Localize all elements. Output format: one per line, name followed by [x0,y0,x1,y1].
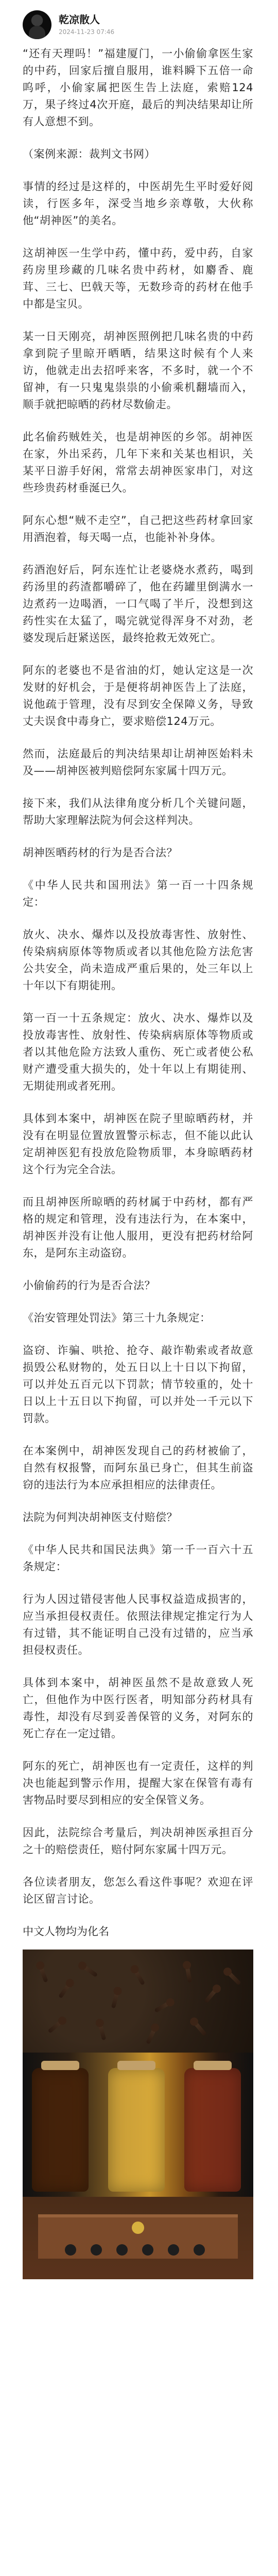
clove-icon [193,2020,207,2036]
article-paragraph: 某一日天刚亮，胡神医照例把几味名贵的中药拿到院子里晾开晒晒，结果这时候有个人来访，他就走出去招呼来客，不多时，就一个不留神，有一只鬼鬼祟祟的小偷乘机翻墙而入，顺手就把晾晒的药材尽数偷走。 [23,330,253,411]
clove-icon [81,1964,98,1977]
article-paragraph: 具体到本案中，胡神医虽然不是故意致人死亡，但他作为中医行医者，明知部分药材具有毒性，却没有尽到妥善保管的义务，对阿东的死亡存在一定过错。 [23,1676,253,1740]
post-timestamp: 2024-11-23 07:46 [59,28,115,36]
clove-icon [146,2027,157,2044]
article-paragraph: 这胡神医一生学中药，懂中药，爱中药，自家药房里珍藏的几味名贵中药材，如麝香、鹿茸、三七、巴戟天等，无数珍奇的药材在他手中都是宝贝。 [23,247,253,310]
article-body [23,44,253,2336]
clove-photo [23,1950,253,2053]
article-paragraph: 而且胡神医所晾晒的药材属于中药材，都有严格的规定和管理，没有违法行为，在本案中，胡神医并没有让他人服用，更没有把药材给阿东，是阿东主动盗窃。 [23,1196,253,1259]
section-heading: 法院为何判决胡神医支付赔偿？ [23,1511,178,1523]
clove-icon [58,1982,72,1998]
court-emblem-icon [132,2222,144,2234]
article-paragraph: 此名偷药贼姓关，也是胡神医的乡邻。胡神医在家，外出采药，几年下来和关某也相识，关某平日游手好闲，常常去胡神医家串门，对这些珍贵药材垂涎已久。 [23,431,253,494]
section-heading: 胡神医晒药材的行为是否合法？ [23,846,178,859]
article-paragraph: 盗窃、诈骗、哄抢、抢夺、敲诈勒索或者故意损毁公私财物的，处五日以上十日以下拘留，可以并处五百元以下罚款；情节较重的，处十日以上十五日以下拘留，可以并处一千元以下罚款。 [23,1344,253,1425]
medicine-jar-icon [108,2068,165,2192]
author-block [59,14,114,36]
article-paragraph: 行为人因过错侵害他人民事权益造成损害的，应当承担侵权责任。依照法律规定推定行为人有过错，其不能证明自己没有过错的，应当承担侵权责任。 [23,1593,253,1656]
medicine-jars-photo [23,2053,253,2197]
article-paragraph: （案例来源：裁判文书网） [23,148,155,160]
clove-icon [38,1965,48,1983]
clove-icon [154,2001,171,2013]
clove-icon [98,2023,107,2041]
article-paragraph: 阿东心想“贼不走空”，自己把这些药材拿回家用酒泡着，每天喝一点，也能补补身体。 [23,514,253,544]
clove-icon [133,1968,145,1985]
clove-icon [47,2019,63,2033]
article-paragraph: 放火、决水、爆炸以及投放毒害性、放射性、传染病病原体等物质或者以其他危险方法危害公共安全，尚未造成严重后果的，处三年以上十年以下有期徒刑。 [23,928,253,992]
person-icon [65,2244,76,2256]
courtroom-photo [23,2197,253,2279]
author-avatar[interactable] [23,10,51,39]
article-paragraph: 事情的经过是这样的，中医胡先生平时爱好阅读，行医多年，深受当地乡亲尊敬，大伙称他“胡神医”的美名。 [23,180,253,227]
article-paragraph: 因此，法院综合考量后，判决胡神医承担百分之十的赔偿责任，赔付阿东家属十四万元。 [23,1826,253,1856]
article-photo[interactable] [23,1950,253,2279]
person-icon [91,2244,102,2256]
article-paragraph: “还有天理吗！”福建厦门，一小偷偷拿医生家的中药，回家后擅自服用，谁料瞬下五倍一命呜呼，小偷家属把医生告上法庭，索赔124万，果子终过4次开庭，最后的判决结果却让所有人意想不到。 [23,47,253,128]
article-paragraph: 《治安管理处罚法》第三十九条规定： [23,1312,211,1324]
article-paragraph: 阿东的老婆也不是省油的灯，她认定这是一次发财的好机会，于是便将胡神医告上了法庭，说他疏于管理，没有尽到安全保障义务，导致丈夫误食中毒身亡，要求赔偿124万元。 [23,664,253,727]
article-paragraph: 《中华人民共和国民法典》第一千一百六十五条规定： [23,1544,253,1573]
article-paragraph: 接下来，我们从法律角度分析几个关键问题，帮助大家理解法院为何会这样判决。 [23,797,253,826]
person-icon [116,2244,128,2256]
post-header [23,0,253,44]
section-heading: 小偷偷药的行为是否合法？ [23,1279,155,1292]
person-icon [194,2244,205,2256]
medicine-jar-icon [184,2068,241,2192]
person-icon [168,2244,179,2256]
article-paragraph: 然而，法庭最后的判决结果却让胡神医始料未及——胡神医被判赔偿阿东家属十四万元。 [23,748,253,777]
article-paragraph: 阿东的死亡，胡神医也有一定责任，这样的判决也能起到警示作用，提醒大家在保管有毒有害物品时要尽到相应的安全保管义务。 [23,1760,253,1806]
author-name[interactable]: 乾凉散人 [59,13,100,26]
clove-icon [185,1965,192,1983]
footer-space [23,2279,253,2336]
article-paragraph: 各位读者朋友，您怎么看这件事呢？欢迎在评论区留言讨论。 [23,1876,253,1905]
clove-icon [226,1970,241,1986]
image-caption: 中文人物均为化名 [23,1925,109,1938]
article-paragraph: 药酒泡好后，阿东连忙让老婆烧水煮药，喝到药汤里的药渣都嚼碎了，他在药罐里倒满水一边煮药一边喝酒，一口气喝了半斤，没想到这药性实在太猛了，喝完就觉得浑身不对劲，老婆发现后赶紧送医，最终抢救无效死亡。 [23,564,253,644]
medicine-jar-icon [32,2068,89,2192]
article-paragraph: 《中华人民共和国刑法》第一百一十四条规定： [23,879,253,908]
article-paragraph: 具体到本案中，胡神医在院子里晾晒药材，并没有在明显位置放置警示标志，但不能以此认定胡神医犯有投放危险物质罪，本身晾晒药材这个行为完全合法。 [23,1112,253,1176]
person-icon [142,2244,153,2256]
article-paragraph: 第一百一十五条规定：放火、决水、爆炸以及投放毒害性、放射性、传染病病原体等物质或者以其他危险方法致人重伤、死亡或者使公私财产遭受重大损失的，处十年以上有期徒刑、无期徒刑或者死刑。 [23,1012,253,1092]
article-paragraph: 在本案例中，胡神医发现自己的药材被偷了，自然有权报警，而阿东虽已身亡，但其生前盗窃的违法行为本应承担相应的法律责任。 [23,1445,253,1491]
clove-icon [204,1987,218,2003]
clove-icon [111,1991,120,2009]
